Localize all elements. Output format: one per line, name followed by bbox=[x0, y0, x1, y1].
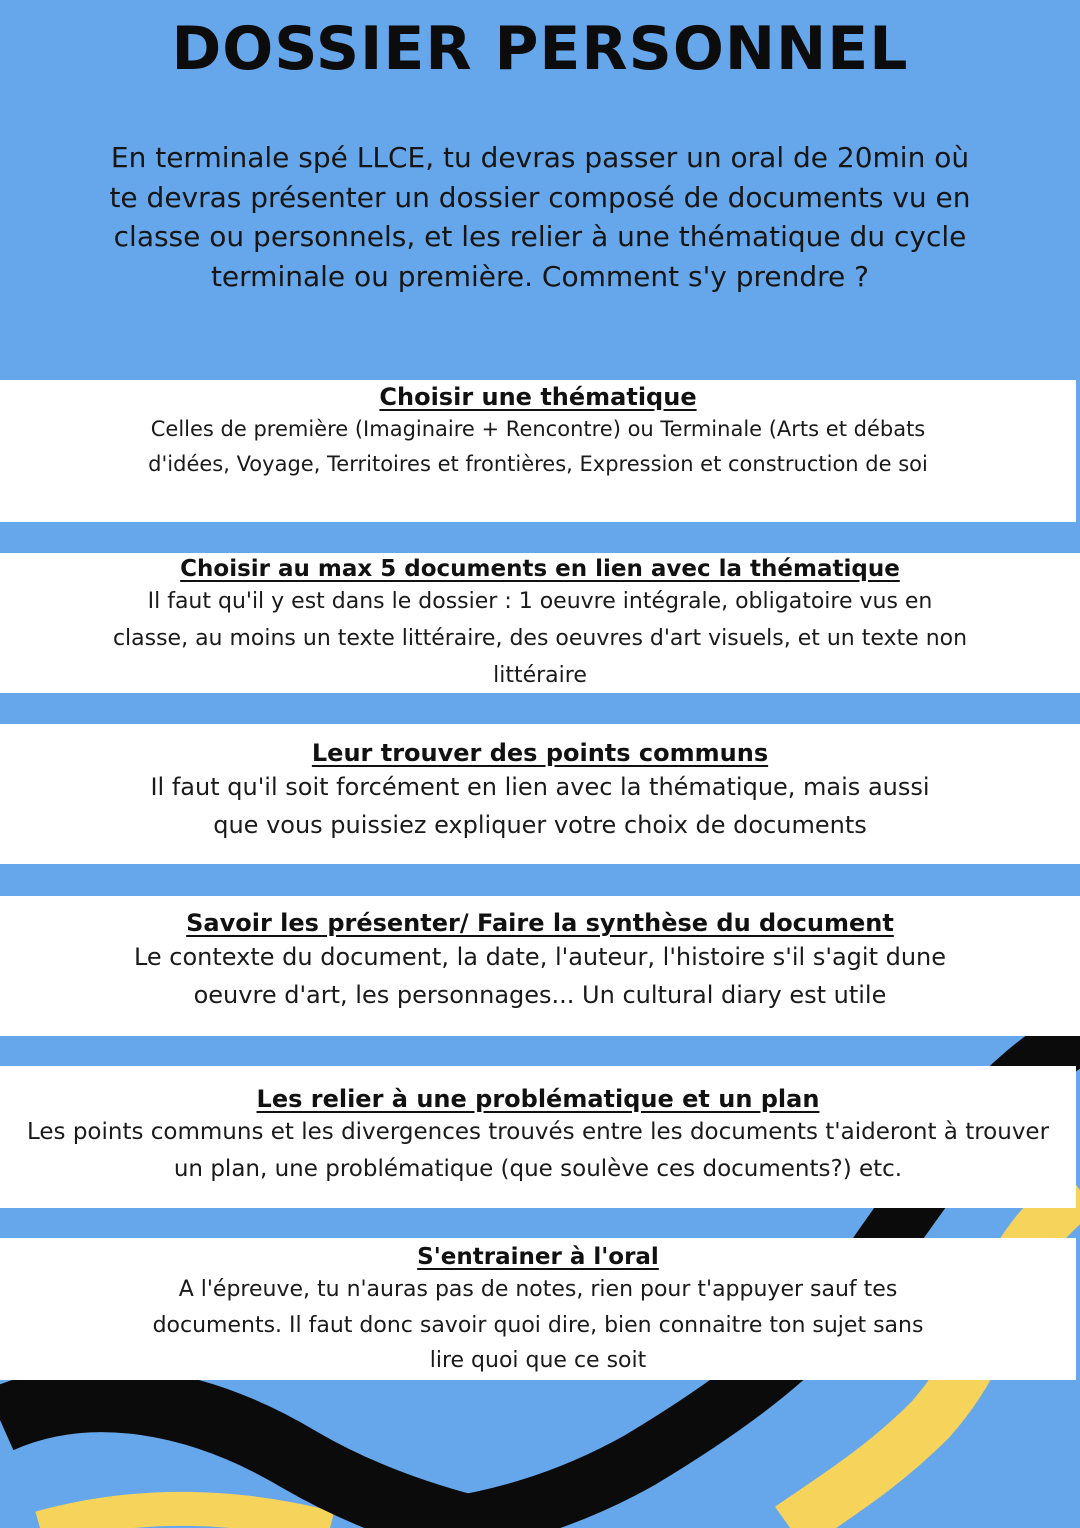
section-body: Les points communs et les divergences trouvés entre les documents t'aideront à trouver un plan, une problématique (que soulève ces documents?) etc. bbox=[26, 1119, 1050, 1182]
section-card-oral bbox=[0, 1238, 1076, 1380]
section-heading: Choisir au max 5 documents en lien avec la thématique bbox=[180, 556, 900, 582]
section-heading: S'entrainer à l'oral bbox=[417, 1244, 659, 1270]
section-card-thematique bbox=[0, 380, 1076, 522]
section-body: Celles de première (Imaginaire + Rencontre) ou Terminale (Arts et débats d'idées, Voyage, Territoires et frontières, Expression et construction de soi bbox=[148, 417, 928, 476]
section-body: A l'épreuve, tu n'auras pas de notes, rien pour t'appuyer sauf tes documents. Il faut donc savoir quoi dire, bien connaitre ton sujet sans lire quoi que ce soit bbox=[152, 1277, 924, 1373]
yellow-wave-bottom bbox=[40, 1509, 330, 1528]
section-card-points-communs bbox=[0, 724, 1080, 864]
intro-text: En terminale spé LLCE, tu devras passer un oral de 20min où te devras présenter un dossier composé de documents vu en classe ou personnels, et les relier à une thématique du cycle terminale ou première. Comment s'y prendre ? bbox=[109, 141, 971, 293]
section-heading: Leur trouver des points communs bbox=[311, 739, 769, 767]
section-card-problematique bbox=[0, 1066, 1076, 1208]
page-title: DOSSIER PERSONNEL bbox=[171, 14, 909, 84]
section-card-presenter bbox=[0, 896, 1080, 1036]
section-body: Il faut qu'il soit forcément en lien avec la thématique, mais aussi que vous puissiez expliquer votre choix de documents bbox=[150, 773, 930, 839]
section-heading: Choisir une thématique bbox=[379, 383, 697, 411]
section-body: Le contexte du document, la date, l'auteur, l'histoire s'il s'agit dune oeuvre d'art, les personnages... Un cultural diary est utile bbox=[133, 943, 947, 1009]
section-card-documents bbox=[0, 553, 1080, 693]
section-heading: Savoir les présenter/ Faire la synthèse du document bbox=[186, 909, 894, 937]
section-heading: Les relier à une problématique et un plan bbox=[256, 1085, 820, 1113]
section-body: Il faut qu'il y est dans le dossier : 1 oeuvre intégrale, obligatoire vus en classe, au moins un texte littéraire, des oeuvres d'art visuels, et un texte non littéraire bbox=[112, 589, 968, 688]
